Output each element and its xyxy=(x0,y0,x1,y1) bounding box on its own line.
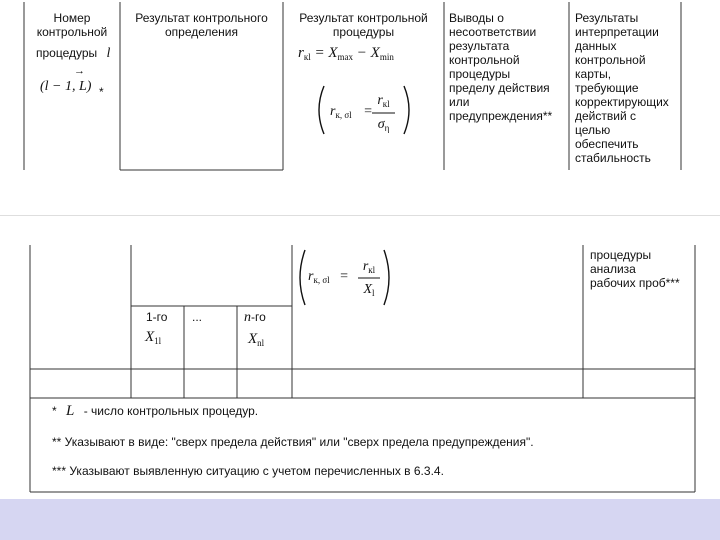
col2-header xyxy=(120,11,283,39)
subheader-first: 1-го xyxy=(146,310,168,324)
slide-separator xyxy=(0,215,720,216)
x-nth: $X_{nl}$ xyxy=(248,331,265,348)
footnote-1: * L - число контрольных процедур. xyxy=(52,403,259,419)
mean-ratio-num: $r_{кl}$ xyxy=(362,259,376,275)
col5-line: интерпретации xyxy=(575,25,659,39)
sigma-ratio-lhs: $r_{к, \sigma l}$ = xyxy=(330,104,373,120)
slide-bottom-band xyxy=(0,499,720,540)
mean-ratio-lhs: $r_{к, \sigma l}$ = xyxy=(308,269,349,285)
col4-line: несоответствии xyxy=(449,25,537,39)
col3-line2: процедуры xyxy=(332,25,395,39)
col4-line: предупреждения** xyxy=(449,109,553,123)
col3-line1: Результат контрольной xyxy=(299,11,428,25)
col4-header xyxy=(449,11,569,123)
footnote-3: *** Указывают выявленную ситуацию с учетом перечисленных в 6.3.4. xyxy=(52,464,444,478)
x-first: $X_{1l}$ xyxy=(145,329,162,346)
col5-continued xyxy=(590,248,695,290)
col2-line1: Результат контрольного xyxy=(135,11,268,25)
col5-line: целью xyxy=(575,123,611,137)
sigma-ratio-num: $r_{кl}$ xyxy=(377,93,390,109)
col5-line: стабильность xyxy=(575,151,651,165)
col1-line2: контрольной xyxy=(36,25,108,39)
col5-cont-line: анализа xyxy=(590,262,636,276)
col1-header xyxy=(24,11,120,39)
col5-line: обеспечить xyxy=(575,137,639,151)
col1-range: (l − 1, L) xyxy=(40,79,92,94)
col5-line: действий с xyxy=(575,109,636,123)
col1-var: l xyxy=(106,46,111,61)
subheader-nth: n-го xyxy=(244,310,266,325)
col5-line: Результаты xyxy=(575,11,639,25)
col5-line: корректирующих xyxy=(575,95,669,109)
mean-ratio-den: $X_l$ xyxy=(363,282,375,298)
col1-line1: Номер xyxy=(53,11,91,25)
sigma-ratio-den: $\sigma_\eta$ xyxy=(377,117,390,133)
col3-header xyxy=(283,11,444,39)
col1-star: * xyxy=(99,85,104,99)
col4-line: или xyxy=(449,95,470,109)
col5-line: карты, xyxy=(575,67,612,81)
col5-line: требующие xyxy=(575,81,639,95)
footnote-2: ** Указывают в виде: "сверх предела действия" или "сверх предела предупреждения". xyxy=(52,435,534,449)
subheader-dots: ... xyxy=(192,310,203,324)
col4-line: пределу действия xyxy=(449,81,550,95)
range-formula: $r_{кl} = X_{max} - X_{min}$ xyxy=(298,45,394,62)
col5-cont-line: процедуры xyxy=(590,248,652,262)
col4-line: контрольной xyxy=(449,53,520,67)
col5-line: контрольной xyxy=(575,53,646,67)
col4-line: Выводы о xyxy=(449,11,504,25)
col5-cont-line: рабочих проб*** xyxy=(590,276,680,290)
col5-header xyxy=(575,11,681,165)
col4-line: процедуры xyxy=(449,67,511,81)
col4-line: результата xyxy=(449,39,510,53)
arrow-icon: → xyxy=(74,65,85,77)
col5-line: данных xyxy=(575,39,617,53)
col1-line3-wrap xyxy=(36,46,110,61)
col1-line3: процедуры xyxy=(36,46,98,60)
col2-line2: определения xyxy=(164,25,239,39)
